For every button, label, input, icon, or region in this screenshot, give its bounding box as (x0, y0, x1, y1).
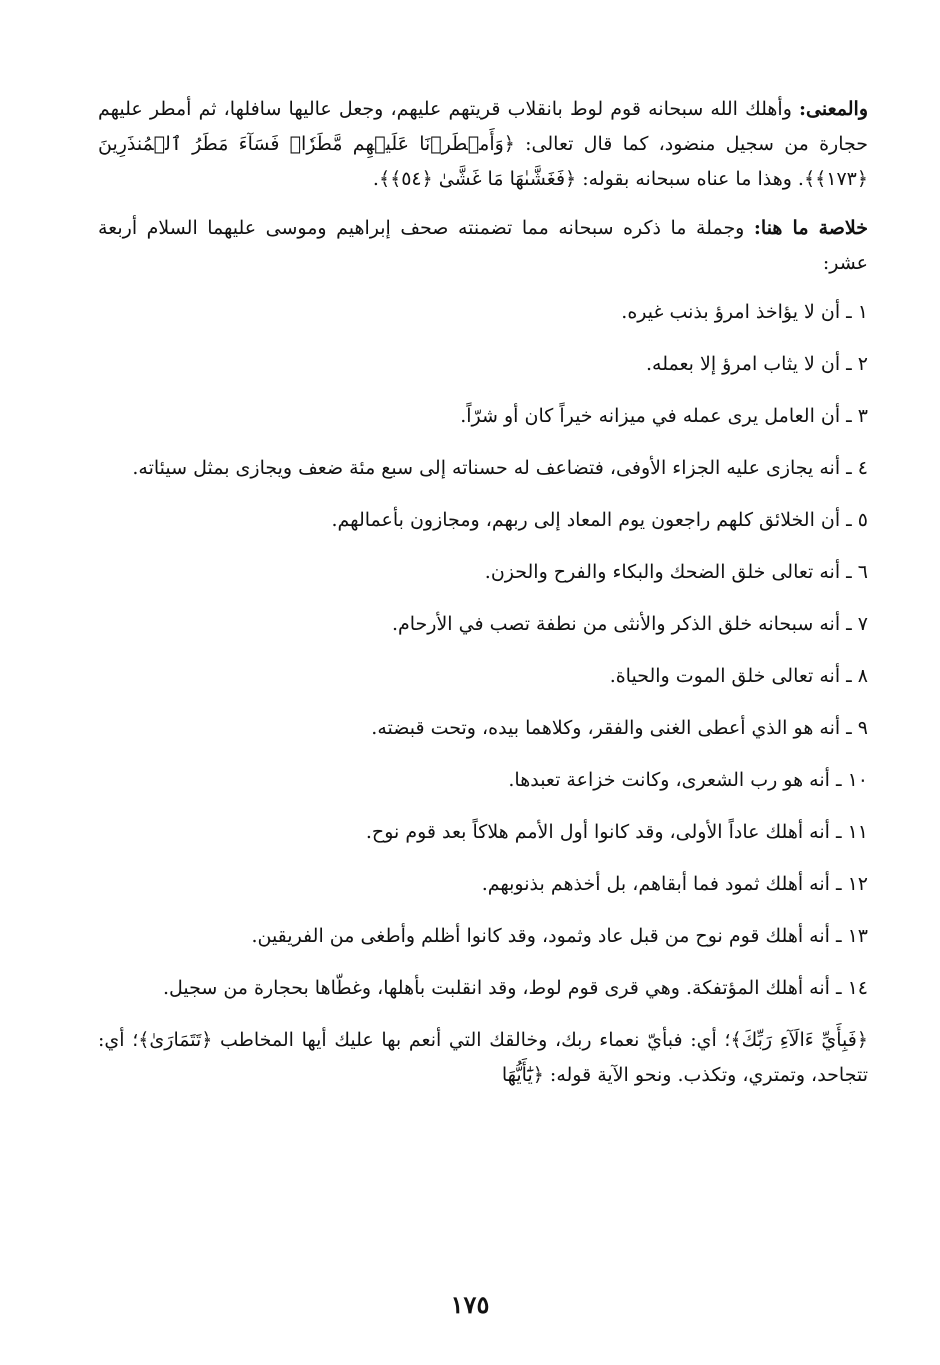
closing-paragraph (98, 1023, 868, 1093)
list-item: ١١ ـ أنه أهلك عاداً الأولى، وقد كانوا أول الأمم هلاكاً بعد قوم نوح. (365, 821, 868, 843)
list-item: ١٢ ـ أنه أهلك ثمود فما أبقاهم، بل أخذهم بذنوبهم. (481, 873, 868, 895)
summary-paragraph (98, 211, 868, 281)
closing-verse-3: ﴿يَٰٓأَيُّهَا (501, 1064, 544, 1086)
intro-verse-1: ﴿وَأَمۡطَرۡنَا عَلَيۡهِم مَّطَرٗاۖ فَسَآءَ مَطَرُ ٱلۡمُنذَرِينَ ﴿١٧٣﴾﴾ (98, 133, 868, 190)
list-item: ٣ ـ أن العامل يرى عمله في ميزانه خيراً كان أو شرّاً. (460, 405, 868, 427)
list-item: ٥ ـ أن الخلائق كلهم راجعون يوم المعاد إلى ربهم، ومجازون بأعمالهم. (331, 509, 868, 531)
list-item: ٦ ـ أنه تعالى خلق الضحك والبكاء والفرح والحزن. (484, 561, 868, 583)
closing-verse-2: ﴿تَتَمَارَىٰ﴾ (138, 1029, 213, 1051)
list-item: ١٣ ـ أنه أهلك قوم نوح من قبل عاد وثمود، وقد كانوا أظلم وأطغى من الفريقين. (251, 925, 868, 947)
list-item: ١٤ ـ أنه أهلك المؤتفكة. وهي قرى قوم لوط، وقد انقلبت بأهلها، وغطّاها بحجارة من سجيل. (162, 977, 868, 999)
intro-label: والمعنى: (799, 98, 868, 120)
intro-text: وأهلك الله سبحانه قوم لوط بانقلاب قريتهم عليهم، وجعل عاليها سافلها، ثم أمطر عليهم حجارة من سجيل منضود، كما قال تعالى: (98, 98, 868, 155)
closing-verse-1: ﴿فَبِأَيِّ ءَالَآءِ رَبِّكَ﴾ (730, 1029, 869, 1051)
intro-text-2: . وهذا ما عناه سبحانه بقوله: (576, 168, 804, 190)
intro-text-3: . (372, 168, 379, 190)
list-item: ٨ ـ أنه تعالى خلق الموت والحياة. (609, 665, 868, 687)
summary-label: خلاصة ما هنا: (753, 217, 869, 239)
page-body (98, 92, 868, 1107)
page-number: ١٧٥ (450, 1290, 490, 1319)
intro-paragraph (98, 92, 868, 197)
intro-verse-2: ﴿فَغَشَّىٰهَا مَا غَشَّىٰ ﴿٥٤﴾﴾ (378, 168, 577, 190)
list-item: ١ ـ أن لا يؤاخذ امرؤ بذنب غيره. (621, 301, 868, 323)
list-item: ٢ ـ أن لا يثاب امرؤ إلا بعمله. (645, 353, 868, 375)
list-item: ٩ ـ أنه هو الذي أعطى الغنى والفقر، وكلاهما بيده، وتحت قبضته. (371, 717, 868, 739)
closing-text-1: ؛ أي: فبأيّ نعماء ربك، وخالقك التي أنعم بها عليك أيها المخاطب (212, 1029, 731, 1051)
list-item: ١٠ ـ أنه هو رب الشعرى، وكانت خزاعة تعبدها. (508, 769, 868, 791)
list-item: ٤ ـ أنه يجازى عليه الجزاء الأوفى، فتضاعف له حسناته إلى سبع مئة ضعف ويجازى بمثل سيئاته. (132, 457, 868, 479)
summary-text: وجملة ما ذكره سبحانه مما تضمنته صحف إبراهيم وموسى عليهما السلام أربعة عشر: (98, 217, 868, 274)
list-item: ٧ ـ أنه سبحانه خلق الذكر والأنثى من نطفة تصب في الأرحام. (391, 613, 868, 635)
closing-text-2: ؛ أي: تتجاحد، وتمتري، وتكذب. ونحو الآية قوله: (98, 1029, 868, 1086)
